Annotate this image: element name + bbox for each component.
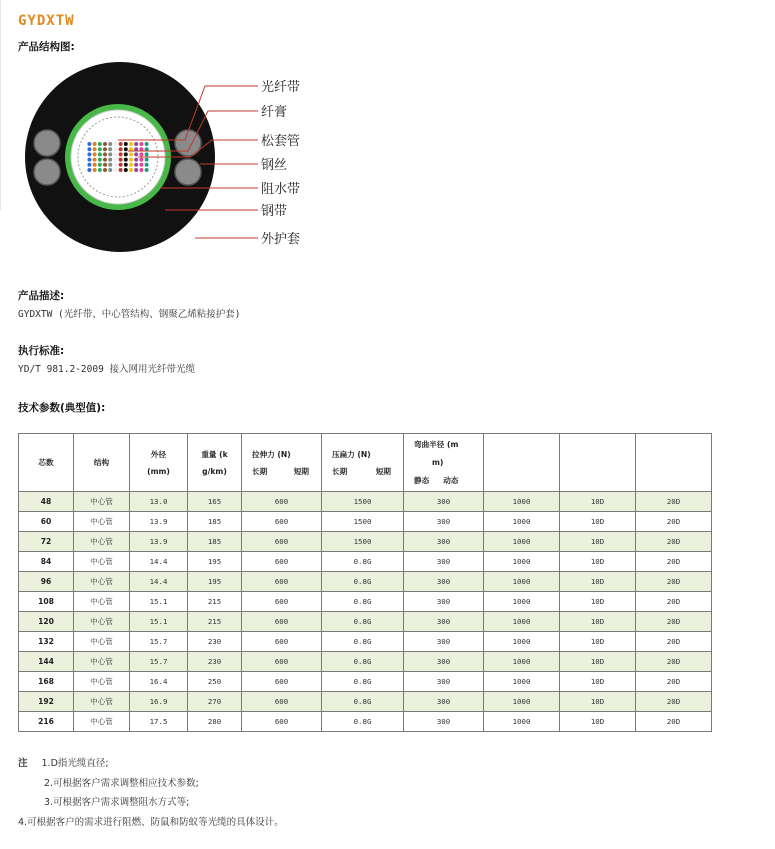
cell-weight: 270 [188, 692, 242, 712]
cell-extra-1: 1000 [484, 712, 560, 732]
cell-structure: 中心管 [74, 572, 130, 592]
fiber-dot [87, 158, 91, 162]
cell-tensile: 600 [242, 592, 322, 612]
cell-extra-1: 1000 [484, 692, 560, 712]
header-bend-line1: 弯曲半径 (m [414, 439, 459, 449]
table-row [19, 512, 712, 532]
cell-extra-2: 10D [560, 512, 636, 532]
fiber-dot [129, 142, 133, 146]
header-bend-line2: m) [432, 457, 444, 467]
fiber-dot [134, 142, 138, 146]
cell-outer-diameter: 15.1 [130, 612, 188, 632]
cell-extra-1: 1000 [484, 652, 560, 672]
cell-extra-2: 10D [560, 492, 636, 512]
cell-weight: 185 [188, 512, 242, 532]
cell-crush: 0.8G [322, 652, 404, 672]
fiber-dot [134, 158, 138, 162]
header-extra-3 [636, 434, 712, 492]
cell-weight: 230 [188, 652, 242, 672]
cell-weight: 250 [188, 672, 242, 692]
table-row [19, 572, 712, 592]
cell-structure: 中心管 [74, 612, 130, 632]
cell-extra-1: 1000 [484, 512, 560, 532]
header-tensile [242, 434, 322, 492]
cell-extra-3: 20D [636, 612, 712, 632]
fiber-dot [119, 147, 123, 151]
header-extra-2 [560, 434, 636, 492]
cell-crush: 0.8G [322, 592, 404, 612]
label-steel-tape: 钢带 [261, 204, 288, 219]
cell-outer-diameter: 13.9 [130, 532, 188, 552]
cell-structure: 中心管 [74, 532, 130, 552]
header-od-line1: 外径 [150, 449, 167, 459]
cell-extra-1: 1000 [484, 612, 560, 632]
cell-extra-3: 20D [636, 652, 712, 672]
cell-cores: 48 [19, 492, 74, 512]
fiber-dot [103, 147, 107, 151]
fiber-dot [93, 158, 97, 162]
header-weight-line2: g/km) [202, 466, 227, 476]
cell-outer-diameter: 13.0 [130, 492, 188, 512]
cell-outer-diameter: 16.4 [130, 672, 188, 692]
cell-extra-2: 10D [560, 692, 636, 712]
fiber-dot [98, 152, 102, 156]
fiber-dot [119, 152, 123, 156]
steel-wire-shape [34, 130, 60, 156]
fiber-dot [129, 168, 133, 172]
cell-extra-3: 20D [636, 552, 712, 572]
cell-bend-radius: 300 [404, 612, 484, 632]
fiber-dot [139, 163, 143, 167]
label-water-blocking-tape: 阻水带 [261, 182, 301, 197]
cell-cores: 168 [19, 672, 74, 692]
cell-weight: 195 [188, 552, 242, 572]
table-row [19, 652, 712, 672]
cell-weight: 195 [188, 572, 242, 592]
cell-bend-radius: 300 [404, 712, 484, 732]
fiber-dot [129, 152, 133, 156]
fiber-dot [93, 163, 97, 167]
fiber-dot [103, 168, 107, 172]
cell-structure: 中心管 [74, 632, 130, 652]
cell-bend-radius: 300 [404, 652, 484, 672]
cell-structure: 中心管 [74, 492, 130, 512]
fiber-dot [93, 168, 97, 172]
cell-structure: 中心管 [74, 652, 130, 672]
cell-structure: 中心管 [74, 592, 130, 612]
label-steel-wire: 钢丝 [261, 158, 288, 173]
cell-weight: 185 [188, 532, 242, 552]
cell-tensile: 600 [242, 492, 322, 512]
fiber-dot [93, 147, 97, 151]
header-tensile-title: 拉伸力 (N) [252, 449, 291, 459]
fiber-dot [108, 147, 112, 151]
cell-cores: 108 [19, 592, 74, 612]
fiber-dot [98, 142, 102, 146]
cell-cores: 144 [19, 652, 74, 672]
cell-extra-1: 1000 [484, 492, 560, 512]
header-weight-line1: 重量 (k [201, 449, 228, 459]
fiber-dot [139, 152, 143, 156]
cell-structure: 中心管 [74, 692, 130, 712]
header-outer-diameter [130, 434, 188, 492]
cell-bend-radius: 300 [404, 692, 484, 712]
fiber-dot [113, 142, 117, 146]
cell-extra-2: 10D [560, 652, 636, 672]
table-row [19, 612, 712, 632]
fiber-dot [103, 142, 107, 146]
label-outer-sheath: 外护套 [261, 232, 301, 247]
cell-bend-radius: 300 [404, 492, 484, 512]
fiber-dot [145, 152, 149, 156]
cell-weight: 215 [188, 592, 242, 612]
cell-extra-1: 1000 [484, 552, 560, 572]
fiber-dot [113, 163, 117, 167]
cell-extra-1: 1000 [484, 592, 560, 612]
cell-weight: 230 [188, 632, 242, 652]
note-item: 3.可根据客户需求调整阻水方式等; [44, 797, 190, 808]
steel-wire-shape [34, 159, 60, 185]
note-item: 2.可根据客户需求调整相应技术参数; [44, 777, 199, 789]
cell-bend-radius: 300 [404, 512, 484, 532]
cell-outer-diameter: 14.4 [130, 572, 188, 592]
cell-outer-diameter: 15.1 [130, 592, 188, 612]
header-bend-radius [404, 434, 484, 492]
fiber-dot [87, 147, 91, 151]
cell-weight: 165 [188, 492, 242, 512]
fiber-dot [108, 168, 112, 172]
table-row [19, 592, 712, 612]
standard-text: YD/T 981.2-2009 接入网用光纤带光缆 [18, 364, 196, 375]
table-row [19, 672, 712, 692]
cell-crush: 1500 [322, 512, 404, 532]
header-crush-short: 短期 [375, 466, 391, 476]
cell-extra-3: 20D [636, 512, 712, 532]
label-loose-tube: 松套管 [261, 134, 301, 149]
fiber-dot [113, 147, 117, 151]
cell-outer-diameter: 15.7 [130, 632, 188, 652]
fiber-dot [124, 158, 128, 162]
cell-crush: 0.8G [322, 572, 404, 592]
notes-section [18, 754, 284, 832]
cell-extra-3: 20D [636, 532, 712, 552]
diagram-labels [261, 79, 300, 247]
cell-extra-3: 20D [636, 712, 712, 732]
header-extra-1 [484, 434, 560, 492]
cell-bend-radius: 300 [404, 672, 484, 692]
table-row [19, 692, 712, 712]
fiber-dot [113, 158, 117, 162]
parameters-heading: 技术参数(典型值): [18, 402, 106, 414]
fiber-dot [119, 158, 123, 162]
fiber-dot [87, 163, 91, 167]
cell-extra-1: 1000 [484, 672, 560, 692]
cell-crush: 0.8G [322, 712, 404, 732]
cell-cores: 60 [19, 512, 74, 532]
fiber-dot [145, 142, 149, 146]
fiber-dot [129, 158, 133, 162]
cell-extra-2: 10D [560, 672, 636, 692]
fiber-dot [108, 163, 112, 167]
header-crush-title: 压扁力 (N) [332, 449, 371, 459]
cell-tensile: 600 [242, 672, 322, 692]
cell-tensile: 600 [242, 692, 322, 712]
standard-heading: 执行标准: [18, 345, 65, 357]
header-bend-static: 静态 [414, 475, 430, 485]
fiber-dot [108, 158, 112, 162]
cell-tensile: 600 [242, 552, 322, 572]
fiber-dot [98, 163, 102, 167]
cell-extra-2: 10D [560, 572, 636, 592]
cell-crush: 0.8G [322, 612, 404, 632]
fiber-dot [145, 163, 149, 167]
cell-bend-radius: 300 [404, 552, 484, 572]
cell-structure: 中心管 [74, 672, 130, 692]
note-item: 1.D指光缆直径; [41, 758, 109, 769]
cell-extra-3: 20D [636, 592, 712, 612]
fiber-dot [108, 152, 112, 156]
cell-outer-diameter: 15.7 [130, 652, 188, 672]
cell-tensile: 600 [242, 712, 322, 732]
table-row [19, 492, 712, 512]
cell-crush: 0.8G [322, 692, 404, 712]
cell-extra-3: 20D [636, 632, 712, 652]
fiber-dot [103, 163, 107, 167]
table-row [19, 712, 712, 732]
header-tensile-short: 短期 [293, 466, 309, 476]
fiber-dot [87, 168, 91, 172]
fiber-dot [119, 142, 123, 146]
fiber-dot [124, 147, 128, 151]
cell-crush: 0.8G [322, 672, 404, 692]
cell-bend-radius: 300 [404, 532, 484, 552]
header-crush-long: 长期 [332, 466, 348, 476]
fiber-dot [124, 152, 128, 156]
cell-extra-3: 20D [636, 692, 712, 712]
label-fiber-ribbon: 光纤带 [261, 80, 301, 95]
cell-extra-3: 20D [636, 672, 712, 692]
fiber-dot [98, 158, 102, 162]
fiber-dot [129, 163, 133, 167]
cell-structure: 中心管 [74, 552, 130, 572]
cell-extra-2: 10D [560, 612, 636, 632]
cell-cores: 84 [19, 552, 74, 572]
header-cores: 芯数 [19, 434, 74, 492]
header-bend-dynamic: 动态 [443, 475, 459, 485]
cell-tensile: 600 [242, 632, 322, 652]
fiber-dot [98, 168, 102, 172]
cell-extra-2: 10D [560, 552, 636, 572]
header-crush [322, 434, 404, 492]
notes-lead: 注 [18, 758, 28, 769]
fiber-dot [124, 168, 128, 172]
table-row [19, 632, 712, 652]
fiber-dot [139, 158, 143, 162]
cell-cores: 216 [19, 712, 74, 732]
cell-tensile: 600 [242, 572, 322, 592]
cell-tensile: 600 [242, 532, 322, 552]
table-row [19, 532, 712, 552]
cell-crush: 0.8G [322, 552, 404, 572]
cell-structure: 中心管 [74, 512, 130, 532]
cell-extra-2: 10D [560, 632, 636, 652]
description-text: GYDXTW (光纤带、中心管结构、钢聚乙烯粘接护套) [18, 309, 241, 320]
cell-extra-1: 1000 [484, 532, 560, 552]
fiber-dot [134, 168, 138, 172]
cell-cores: 132 [19, 632, 74, 652]
cell-extra-2: 10D [560, 592, 636, 612]
fiber-dot [119, 163, 123, 167]
header-od-line2: (mm) [147, 466, 170, 476]
fiber-dot [87, 152, 91, 156]
fiber-dot [98, 147, 102, 151]
cell-extra-2: 10D [560, 712, 636, 732]
label-fiber-gel: 纤膏 [261, 105, 288, 120]
cell-cores: 96 [19, 572, 74, 592]
cell-cores: 120 [19, 612, 74, 632]
fiber-dot [113, 168, 117, 172]
cell-crush: 1500 [322, 532, 404, 552]
header-structure: 结构 [74, 434, 130, 492]
cell-extra-1: 1000 [484, 632, 560, 652]
fiber-dot [93, 152, 97, 156]
fiber-dot [87, 142, 91, 146]
cell-tensile: 600 [242, 612, 322, 632]
cell-outer-diameter: 13.9 [130, 512, 188, 532]
fiber-dot [145, 168, 149, 172]
cell-structure: 中心管 [74, 712, 130, 732]
cell-extra-3: 20D [636, 492, 712, 512]
table-header-row [19, 434, 712, 492]
structure-heading: 产品结构图: [18, 41, 75, 53]
cell-outer-diameter: 16.9 [130, 692, 188, 712]
cell-outer-diameter: 14.4 [130, 552, 188, 572]
fiber-dot [145, 158, 149, 162]
cell-weight: 215 [188, 612, 242, 632]
cable-cross-section-diagram [0, 60, 330, 260]
cell-cores: 72 [19, 532, 74, 552]
fiber-dot [124, 163, 128, 167]
product-title: GYDXTW [18, 13, 75, 29]
note-item: 4.可根据客户的需求进行阻燃、防鼠和防蚁等光缆的具体设计。 [18, 816, 284, 828]
header-tensile-long: 长期 [252, 466, 268, 476]
spec-table-body [19, 492, 712, 732]
description-heading: 产品描述: [18, 290, 65, 302]
cell-extra-1: 1000 [484, 572, 560, 592]
table-row [19, 552, 712, 572]
cell-crush: 0.8G [322, 632, 404, 652]
cell-extra-3: 20D [636, 572, 712, 592]
fiber-dot [139, 168, 143, 172]
fiber-dot [108, 142, 112, 146]
cell-tensile: 600 [242, 652, 322, 672]
fiber-dot [139, 142, 143, 146]
fiber-dot [124, 142, 128, 146]
fiber-dot [103, 158, 107, 162]
cell-bend-radius: 300 [404, 572, 484, 592]
header-weight [188, 434, 242, 492]
steel-wire-shape [175, 159, 201, 185]
fiber-dot [103, 152, 107, 156]
fiber-dot [134, 152, 138, 156]
cell-bend-radius: 300 [404, 632, 484, 652]
cell-cores: 192 [19, 692, 74, 712]
cell-weight: 280 [188, 712, 242, 732]
fiber-dot [134, 163, 138, 167]
cell-outer-diameter: 17.5 [130, 712, 188, 732]
cell-tensile: 600 [242, 512, 322, 532]
cell-bend-radius: 300 [404, 592, 484, 612]
fiber-dot [93, 142, 97, 146]
cell-crush: 1500 [322, 492, 404, 512]
fiber-dot [119, 168, 123, 172]
fiber-dot [113, 152, 117, 156]
spec-table [18, 433, 712, 732]
cell-extra-2: 10D [560, 532, 636, 552]
